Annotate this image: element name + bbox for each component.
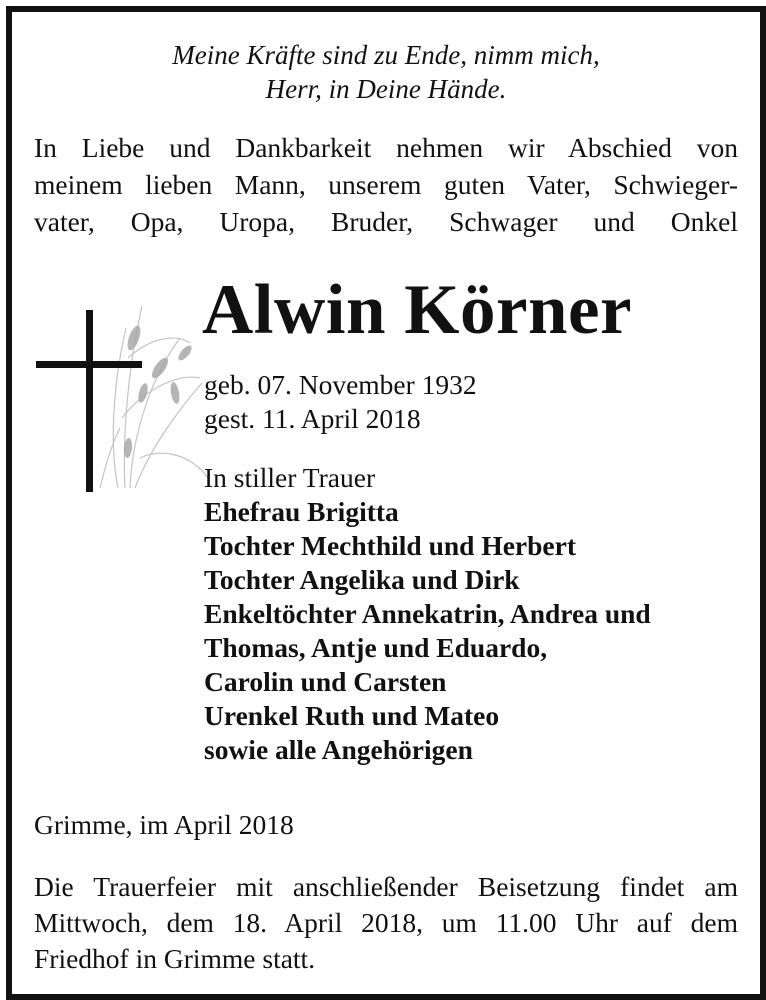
- mourning-heading: In stiller Trauer: [204, 462, 376, 493]
- mourner-line: Tochter Angelika und Dirk: [204, 564, 520, 595]
- funeral-line-2: Mittwoch, dem 18. April 2018, um 11.00 Uhr auf dem: [34, 907, 738, 938]
- funeral-notice: [34, 869, 738, 977]
- mourner-line: Enkeltöchter Annekatrin, Andrea und: [204, 598, 651, 629]
- funeral-line-1: Die Trauerfeier mit anschließender Beisetzung findet am: [34, 871, 738, 902]
- death-date: gest. 11. April 2018: [204, 403, 421, 434]
- life-dates: [204, 368, 477, 436]
- verse: [12, 38, 760, 106]
- intro-line-1: In Liebe und Dankbarkeit nehmen wir Abschied von: [34, 132, 738, 163]
- mourner-line: Urenkel Ruth und Mateo: [204, 700, 500, 731]
- verse-line-1: Meine Kräfte sind zu Ende, nimm mich,: [172, 40, 600, 70]
- mourner-line: sowie alle Angehörigen: [204, 734, 473, 765]
- place-date: Grimme, im April 2018: [34, 809, 294, 840]
- cross-with-grass-icon: [30, 298, 215, 503]
- birth-date: geb. 07. November 1932: [204, 369, 477, 400]
- mourner-line: Ehefrau Brigitta: [204, 496, 399, 527]
- verse-line-2: Herr, in Deine Hände.: [265, 74, 507, 104]
- deceased-name: Alwin Körner: [202, 271, 632, 349]
- mourner-line: Tochter Mechthild und Herbert: [204, 530, 577, 561]
- intro-text: [34, 129, 738, 240]
- intro-line-2: meinem lieben Mann, unserem guten Vater, Schwieger-: [34, 169, 738, 200]
- funeral-line-3: Friedhof in Grimme statt.: [34, 943, 316, 974]
- obituary-frame: [6, 6, 766, 1000]
- intro-line-3: vater, Opa, Uropa, Bruder, Schwager und Onkel: [34, 206, 738, 237]
- mourners-list: [204, 461, 651, 767]
- mourner-line: Carolin und Carsten: [204, 666, 447, 697]
- mourner-line: Thomas, Antje und Eduardo,: [204, 632, 548, 663]
